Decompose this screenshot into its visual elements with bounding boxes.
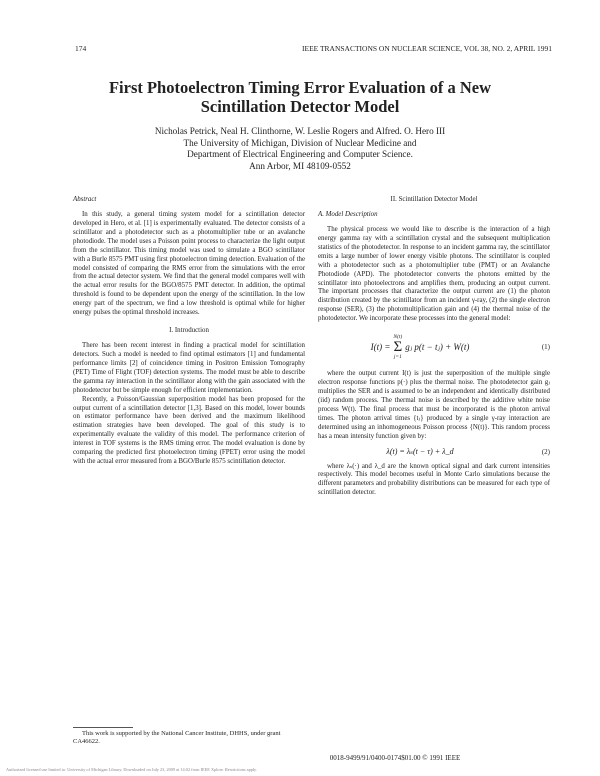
equation-2-body: λ(t) = λₛ(t − τ) + λ_d (386, 446, 454, 456)
page-number: 174 (75, 44, 87, 53)
equation-2 (318, 445, 550, 460)
title-line-2: Scintillation Detector Model (200, 97, 400, 116)
abstract-text: In this study, a general timing system model for a scintillation detector developed in Hero, et al. [1] is experimentally evaluated. The detector consists of a scintillator and a photodetector such as a photomultiplier tube or an avalanche photodiode. The model uses a Poisson point process to characterize the light output from the scintillator. This timing model was used to simulate a BGO scintillator with a Burle 8575 PMT using first photoelectron timing detection. Evaluation of the model consisted of comparing the RMS error from the simulations with the error from the actual detector system. We find that the general model compares well with the actual error results for the BGO/8575 PMT detector. In addition, the optimal threshold is found to be dependent upon the energy of the scintillation. In the low energy part of the spectrum, we find a low threshold is optimal while for higher energy pulses the optimal threshold increases. (73, 211, 306, 317)
running-header: IEEE TRANSACTIONS ON NUCLEAR SCIENCE, VOL 38, NO. 2, APRIL 1991 (301, 44, 552, 53)
affiliation-line-1: The University of Michigan, Division of Nuclear Medicine and (183, 137, 417, 148)
license-footer: Authorized licensed use limited to: University of Michigan Library. Downloaded on July 23, 2009 at 14:02 from IEEE Xplore. Restrictions apply. (6, 767, 257, 772)
sum-lower-limit: j=1 (393, 354, 402, 361)
equation-1 (318, 328, 550, 366)
model-paragraph-1: The physical process we would like to describe is the interaction of a high energy gamma ray with a scintillation crystal and the subsequent multiplication statistics of the photodetector. In response to an incident gamma ray, the scintillator emits a large number of lower energy visible photons. The scintillator is coupled with a photodetector such as a photomultiplier tube (PMT) or an Avalanche Photodiode (APD). The photodetector converts the photons emitted by the scintillator into photoelectrons and amplifies them, producing an output current. The important processes that characterize the output current are (1) the photon distribution created by the scintillator from an incident γ-ray, (2) the single electron response (SER), (3) the photomultiplication gain and (4) the thermal noise of the photodetector. We incorporate these processes into the general model: (318, 226, 550, 323)
model-paragraph-3: where λₛ(·) and λ_d are the known optical signal and dark current intensities respectively. This model becomes useful in Monte Carlo simulations because the different parameters and probability distributions can be measured for each type of scintillation detector. (318, 462, 550, 497)
equation-1-lhs: I(t) = (370, 341, 391, 352)
sum-upper-limit: N(t) (393, 334, 403, 341)
section-heading: II. Scintillation Detector Model (390, 196, 478, 203)
footnote-rule (73, 727, 133, 728)
introduction-heading: I. Introduction (169, 327, 209, 335)
summation-symbol: N(t) Σ j=1 (393, 334, 403, 361)
author-block (40, 126, 560, 172)
equation-1-rhs: gⱼ p(t − tⱼ) + W(t) (405, 341, 470, 352)
subsection-heading: A. Model Description (318, 211, 378, 218)
model-paragraph-2: where the output current I(t) is just the superposition of the multiple single electron response functions p(·) plus the thermal noise. The photodetector gain gⱼ multiplies the SER and is assumed to be an independent and identically distributed (iid) random process. The thermal noise is described by the additive white noise process W(t). The final process that must be incorporated is the photon arrival times. The photon arrival times {tⱼ} produced by a single γ-ray interaction are determined using an inhomogeneous Poisson process {N(t)}. This random process has a mean intensity function given by: (318, 370, 550, 440)
affiliation-line-3: Ann Arbor, MI 48109-0552 (249, 160, 351, 171)
introduction-paragraph-2: Recently, a Poisson/Gaussian superposition model has been proposed for the output current of a scintillation detector [1,3]. Based on this model, lower bounds on estimator performance have been derived and the maximum likelihood estimation strategies have been developed. The goal of this study is to experimentally evaluate the validity of this model. The performance criterion of interest in TOF systems is the RMS timing error. The model evaluation is done by comparing the predicted first photoelectron timing (FPET) error using the model with the actual error measured from a BGO/Burle 8575 scintillation detector. (73, 395, 305, 466)
authors: Nicholas Petrick, Neal H. Clinthorne, W. Leslie Rogers and Alfred. O. Hero III (154, 126, 446, 136)
equation-1-number: (1) (541, 342, 550, 351)
footnote (73, 730, 305, 746)
affiliation-line-2: Department of Electrical Engineering and Computer Science. (187, 149, 413, 160)
copyright-line: 0018-9499/91/0400-0174$01.00 © 1991 IEEE (329, 754, 461, 762)
footnote-text: This work is supported by the National Cancer Institute, DHHS, under grant CA46622. (73, 730, 281, 746)
left-column (73, 196, 305, 467)
introduction-paragraph-1: There has been recent interest in finding a practical model for scintillation detectors. Such a model is needed to find optimal estimators [1] and fundamental performance limits [2] of coincidence timing in Positron Emission Tomography (PET) Time of Flight (TOF) detection systems. The model must be able to describe the gamma ray interaction in the scintillator along with the gain associated with the photodetector but be simple enough for efficient implementation. (73, 342, 305, 394)
right-column (318, 196, 550, 498)
title-line-1: First Photoelectron Timing Error Evaluation of a New (108, 78, 492, 97)
equation-2-number: (2) (541, 447, 550, 456)
abstract-heading: Abstract (73, 196, 97, 203)
paper-title (40, 78, 560, 116)
